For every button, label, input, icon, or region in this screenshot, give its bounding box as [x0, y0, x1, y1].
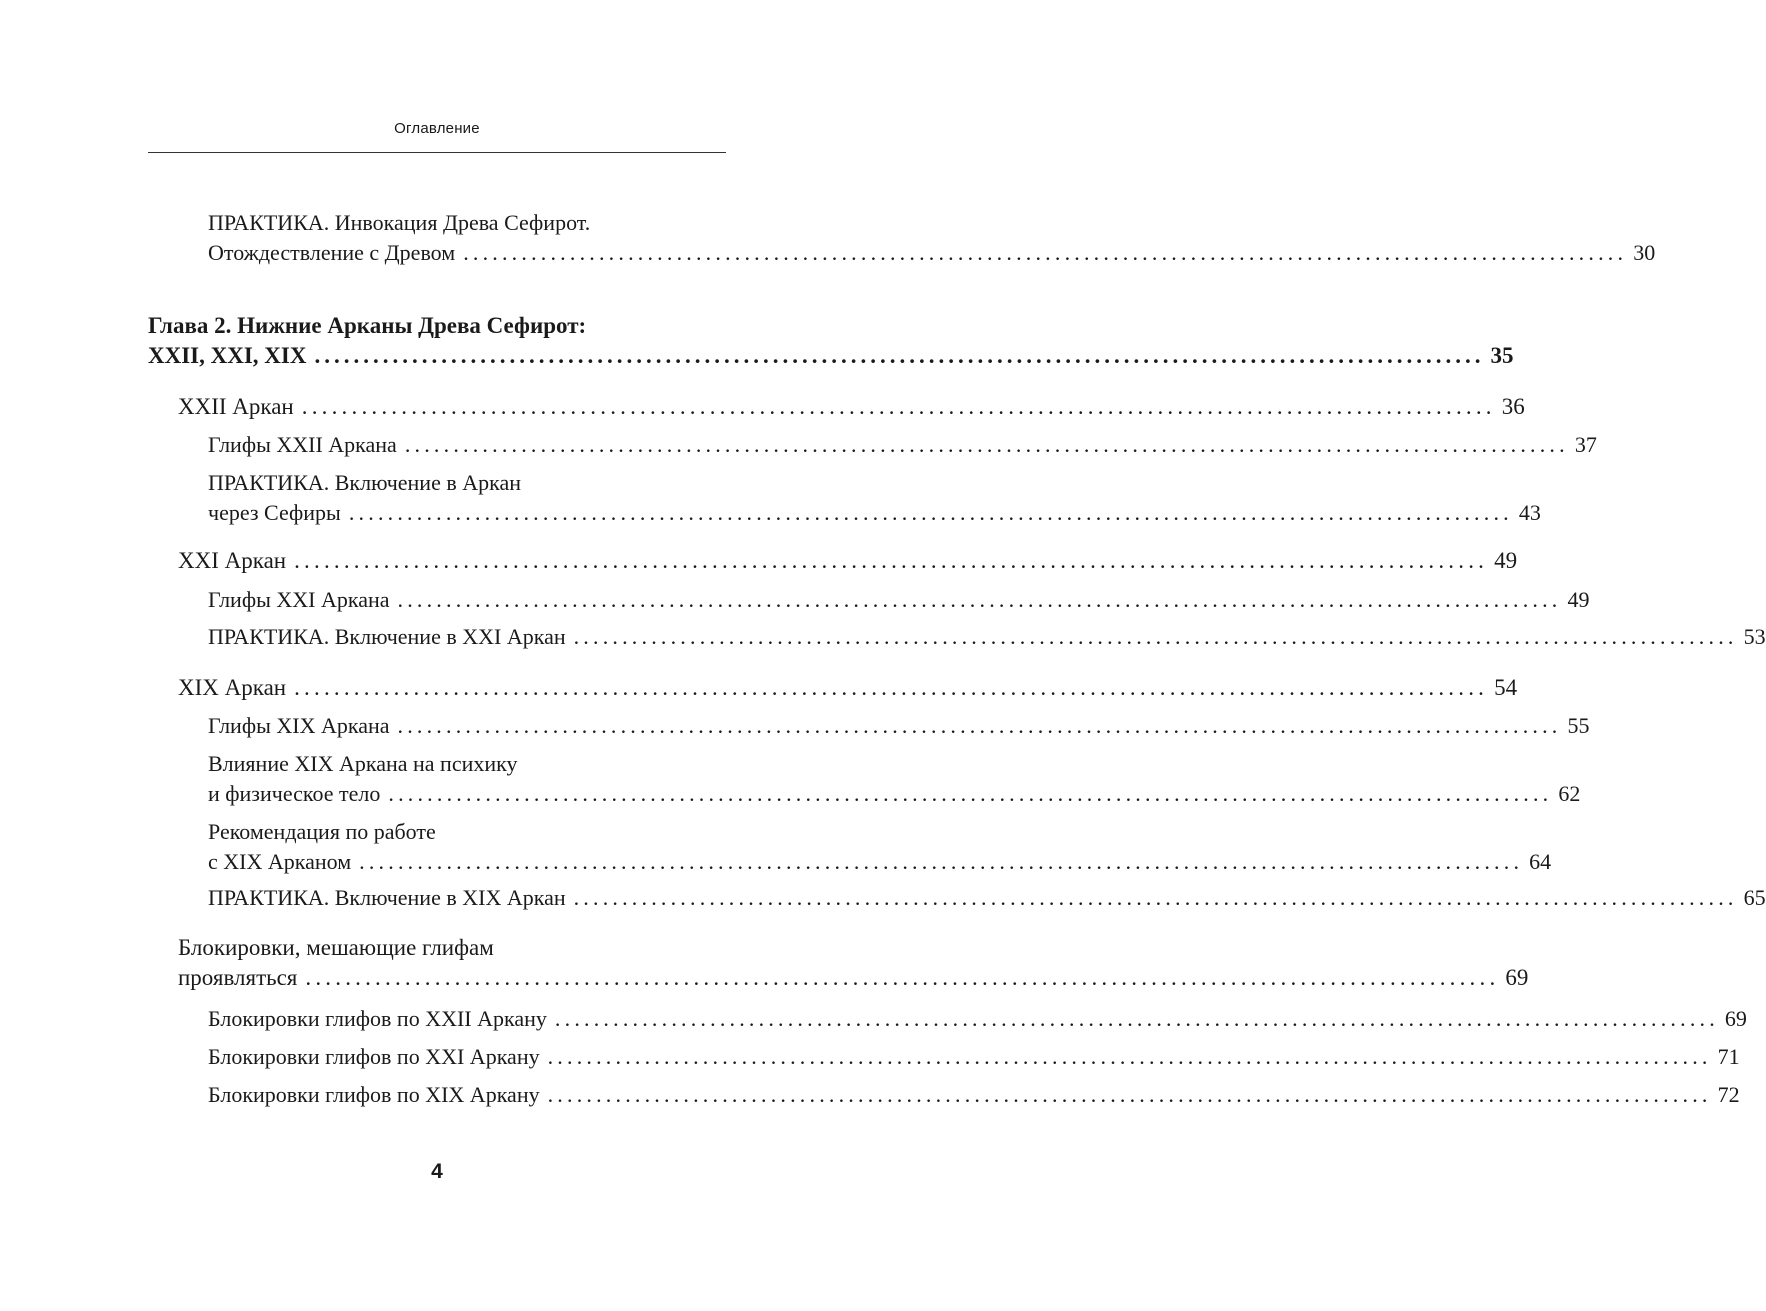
toc-entry-last-line	[208, 585, 1590, 615]
toc-entry-title-line: Блокировки, мешающие глифам	[178, 935, 494, 960]
toc-entry	[0, 1042, 1740, 1072]
toc-entry-title: Блокировки глифов по XXI Аркану	[208, 1044, 540, 1069]
toc-entry-title: с XIX Арканом	[208, 849, 352, 874]
toc-entry	[0, 933, 1529, 993]
toc-entry-page: 36	[1501, 394, 1525, 419]
dot-leader: ........................................................................................................................	[573, 624, 1738, 649]
toc-entry-title: ПРАКТИКА. Включение в XXI Аркан	[208, 624, 566, 649]
toc-entry-page: 49	[1567, 587, 1590, 612]
toc-entry	[0, 622, 1766, 652]
dot-leader: ........................................................................................................................	[463, 240, 1628, 265]
toc-entry-title: XXII Аркан	[178, 394, 294, 419]
toc-entry	[0, 883, 1766, 913]
dot-leader: ........................................................................................................................	[547, 1082, 1712, 1107]
toc-entry-title: Отождествление с Древом	[208, 240, 456, 265]
toc-entry-page: 43	[1518, 500, 1541, 525]
toc-entry-last-line	[208, 1004, 1747, 1034]
toc-entry	[0, 749, 1581, 809]
toc-entry-last-line	[208, 430, 1597, 460]
toc-entry-page: 62	[1558, 781, 1581, 806]
dot-leader: ........................................................................................................................	[388, 781, 1553, 806]
running-header: Оглавление	[394, 120, 480, 137]
toc-entry-last-line	[208, 711, 1590, 741]
toc-entry-title: и физическое тело	[208, 781, 381, 806]
dot-leader: ........................................................................................................................	[305, 965, 1500, 990]
toc-entry-page: 35	[1490, 343, 1514, 368]
dot-leader: ........................................................................................................................	[404, 432, 1569, 457]
toc-entry-last-line	[178, 392, 1525, 422]
toc-entry-page: 64	[1529, 849, 1552, 874]
toc-entry	[0, 311, 1514, 371]
toc-entry-last-line	[208, 847, 1552, 877]
toc-entry-last-line	[178, 546, 1518, 576]
toc-entry-title: ПРАКТИКА. Включение в XIX Аркан	[208, 885, 566, 910]
toc-entry-last-line	[208, 883, 1766, 913]
toc-entry-last-line	[208, 238, 1656, 268]
toc-entry-last-line	[178, 963, 1529, 993]
toc-entry-title: Глифы XXI Аркана	[208, 587, 390, 612]
toc-entry-page: 55	[1567, 713, 1590, 738]
page-number: 4	[431, 1160, 443, 1183]
toc-entry-title-line: Глава 2. Нижние Арканы Древа Сефирот:	[148, 313, 587, 338]
toc-entry	[0, 430, 1597, 460]
toc-entry-page: 69	[1505, 965, 1529, 990]
toc-entry-page: 30	[1633, 240, 1656, 265]
toc-entry-last-line	[208, 622, 1766, 652]
toc-entry-page: 69	[1724, 1006, 1747, 1031]
toc-entry-title: XXII, XXI, XIX	[148, 343, 307, 368]
toc-entry-title: Глифы XIX Аркана	[208, 713, 390, 738]
toc-entry-title: через Сефиры	[208, 500, 341, 525]
dot-leader: ........................................................................................................................	[573, 885, 1738, 910]
toc-entry-page: 65	[1743, 885, 1766, 910]
toc-entry-page: 72	[1717, 1082, 1740, 1107]
dot-leader: ........................................................................................................................	[314, 343, 1485, 368]
toc-entry-page: 37	[1574, 432, 1597, 457]
dot-leader: ........................................................................................................................	[294, 548, 1489, 573]
toc-entry-title: Блокировки глифов по XXII Аркану	[208, 1006, 547, 1031]
header-divider	[148, 152, 726, 153]
dot-leader: ........................................................................................................................	[547, 1044, 1712, 1069]
toc-entry	[0, 711, 1590, 741]
toc-entry-last-line	[208, 1042, 1740, 1072]
toc-entry	[0, 1080, 1740, 1110]
dot-leader: ........................................................................................................................	[397, 713, 1562, 738]
toc-entry	[0, 468, 1541, 528]
toc-entry-title-line: Влияние XIX Аркана на психику	[208, 751, 518, 776]
dot-leader: ........................................................................................................................	[554, 1006, 1719, 1031]
toc-entry-page: 71	[1717, 1044, 1740, 1069]
dot-leader: ........................................................................................................................	[294, 675, 1489, 700]
toc-entry-title: XXI Аркан	[178, 548, 287, 573]
toc-entry	[0, 817, 1552, 877]
dot-leader: ........................................................................................................................	[348, 500, 1513, 525]
toc-entry-title: проявляться	[178, 965, 298, 990]
dot-leader: ........................................................................................................................	[359, 849, 1524, 874]
toc-entry-last-line	[208, 779, 1581, 809]
toc-entry	[0, 585, 1590, 615]
toc-entry	[0, 673, 1518, 703]
dot-leader: ........................................................................................................................	[301, 394, 1496, 419]
toc-entry-title: XIX Аркан	[178, 675, 287, 700]
toc-entry-page: 53	[1743, 624, 1766, 649]
toc-entry-last-line	[178, 673, 1518, 703]
toc-entry-title: Блокировки глифов по XIX Аркану	[208, 1082, 540, 1107]
toc-entry-title-line: ПРАКТИКА. Включение в Аркан	[208, 470, 522, 495]
toc-entry	[0, 208, 1656, 268]
toc-entry-last-line	[208, 498, 1541, 528]
toc-entry	[0, 546, 1518, 576]
toc-entry-title: Глифы XXII Аркана	[208, 432, 397, 457]
toc-entry	[0, 1004, 1747, 1034]
toc-entry	[0, 392, 1525, 422]
toc-entry-title-line: Рекомендация по работе	[208, 819, 436, 844]
toc-entry-last-line	[208, 1080, 1740, 1110]
toc-entry-title-line: ПРАКТИКА. Инвокация Древа Сефирот.	[208, 210, 591, 235]
toc-entry-last-line	[148, 341, 1514, 371]
dot-leader: ........................................................................................................................	[397, 587, 1562, 612]
toc-entry-page: 54	[1494, 675, 1518, 700]
toc-entry-page: 49	[1494, 548, 1518, 573]
